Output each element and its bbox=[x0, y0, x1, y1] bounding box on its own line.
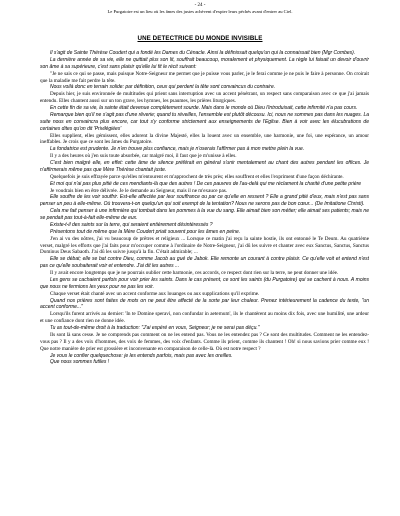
paragraph: Remarque bien qu'il ne s'agit pas d'une rêverie; quand tu réveilles, l'ensemble est plutôt décousu. Ici, nous ne sommes pas dans les nuages. La suite nous en convaincra plus encore, car tout s'y conforme strictement aux enseignements de l'Eglise. Bien à voir avec les élucubrations de certaines dites qu'on dit 'Privilégiées' bbox=[40, 111, 369, 132]
page-number: - 24 - bbox=[194, 3, 206, 8]
paragraph: Depuis hier, je suis environnée de multitudes qui prient sans interruption avec un accent pénétrant, un respect sans comparaison avec ce que j'ai jamais entendu. Elles chantent aussi sur un ton grave, les hymnes, les psaumes, les prières liturgiques. bbox=[40, 91, 369, 105]
paragraph: Elle se débat; elle se bat contre Dieu, comme Jacob au gué de Jabok. Elle remonte un courant à contre plaisir. Ce qu'elle voit et entend n'est pas ce qu'elle souhaiterait voir et entendre. J'ai dit les autres ... bbox=[40, 256, 369, 270]
paragraph: Lorsqu'ils furent arrivés au dernier: 'In te Domine speravi, non confundar in aeternum', ils le chantèrent au moins dix fois, avec une humilité, une ardeur et une confiance dont rien ne donne idée. bbox=[40, 311, 369, 325]
paragraph: En cette fin de sa vie, la sainte était devenue complètement sourde. Mais dans le monde où Dieu l'introduisait, cette infirmité n'a pas cours. bbox=[50, 105, 358, 111]
paragraph: Que nous sommes futiles ! bbox=[50, 359, 110, 366]
paragraph: Existe-t-il des saints sur la terre, qui seraient entièrement désintéressés ? bbox=[50, 221, 213, 228]
paragraph: Nous voilà donc en terrain solide: par définition, ceux qui perdent la tête sont convaincus du contraire. bbox=[50, 84, 276, 91]
paragraph: La dernière année de sa vie, elle ne quittait plus son lit, souffrait beaucoup, moralement et physiquement. La règle lui faisait un devoir d'ouvrir son âme à sa supérieure, c'est sans plaisir qu'elle lui fit le récit suivant: bbox=[40, 56, 369, 70]
paragraph: Il y a des heures où j'en suis toute absorbée, car malgré moi, il faut que je m'unisse à elles. bbox=[50, 153, 237, 160]
running-header: Le Purgatoire est un lieu où les âmes des justes achèvent d'expier leurs péchés avant d'entrer au Ciel. bbox=[107, 9, 293, 14]
paragraph: Quand nos prières sont faites de mots on ne peut être affecté de la sorte par leur chaleur. Prenez intérieurement la cadence du texte, "un accent conforme..." bbox=[40, 297, 369, 311]
paragraph: Cela me fait penser à une infirmière qui tombait dans les pommes à la vue du sang. Elle aimait bien son métier; elle aimait ses patients; mais ne se pendait pas tout-à-fait elle-même de eux. bbox=[40, 208, 369, 221]
paragraph: Tu as tout-de-même droit à la traduction: "J'ai espéré en vous, Seigneur; je ne serai pas déçu." bbox=[50, 325, 260, 331]
paragraph: Les gens se cachaient parfois pour voir prier les saints. Dans le cas présent, ce sont les saints (du Purgatoire) qui se cachent à nous. A moins que nous ne fermions les yeux pour ne pas les voir. bbox=[40, 276, 369, 290]
paragraph: Il y avait encore longtemps que je ne pourrais oublier cette harmonie, ces accords, ce respect dont rien sur la terre, ne peut donner une idée. bbox=[50, 270, 339, 276]
paragraph: "Je ne sais ce qui se passe, mais puisque Notre-Seigneur me permet que je puisse vous parler, je le ferai comme je ne puis le faire à personne. On croirait que la maladie me fait perdre la tête. bbox=[40, 70, 369, 84]
paragraph: Je voudrais bien en être délivrée. Je le demande au Seigneur, mais il ne m'exauce pas. bbox=[50, 187, 228, 194]
paragraph: J'en ai vu des nôtres, j'ai vu beaucoup de prêtres et religieux ... Lorsque ce matin j'ai reçu la sainte hostie, ils ont entonné le Te Deum. Au quatrième verset, malgré les efforts que j'ai faits pour m'occuper comme à l'ordinaire de Notre-Seigneur, j'ai dû les suivre et chanter avec eux Sanctus, Sanctus, Sanctus Dominus Deus Sabaoth. J'ai dû les suivre jusqu'à la fin. C'était admirable; ... bbox=[40, 235, 369, 256]
paragraph: Quelquefois je suis effrayée parce qu'elles m'entourent et m'approchent de très près; elles souffrent et elles l'expriment d'une façon déchirante. bbox=[50, 173, 344, 180]
paragraph: La fondatrice est prudente. Je n'en trouve plus confiance, mais je n'oserais l'affirmer pas à mon mettre plein la vue. bbox=[50, 146, 305, 153]
paragraph: Présentons tout de même que la Mère Coudert priait souvent pour les âmes en peine. bbox=[50, 228, 241, 235]
paragraph: Elles supplient, elles gémissent, elles adorent la divine Majesté, elles la louent avec un ensemble, une harmonie, une foi, une espérance, un amour ineffables. Je crois que ce sont les âmes du Purgatoire. bbox=[40, 132, 369, 146]
body-text bbox=[40, 50, 369, 512]
paragraph: Ils sont là sans cesse. Je ne comprends pas comment on ne les entend pas. Vous ne les entendez pas ? Ce sont des multitudes. Comment ne les entendez-vous pas ? Il y a des voix d'hommes, des voix de femmes, des voix d'enfants. Comme ils prient, comme ils chantent ! Oh! si nous savions prier comme eux ! Que notre manière de prier est grossière et inconvenante en comparaison de celle-là. Où est notre respect ? bbox=[40, 331, 369, 352]
paragraph: C'est bien malgré elle, en effet: cette âme de silence préférait en général s'unir mentalement au chant des autres pendant les offices. Je n'affirmerais même pas que Mère Thérèse chantait juste. bbox=[40, 160, 369, 173]
section-title: UNE DETECTRICE DU MONDE INVISIBLE bbox=[137, 35, 263, 42]
paragraph: Elle souffre de les voir souffrir. Est-elle affectée par leur souffrance ou par ce qu'elle en ressent ? Elle a grand pitié d'eux, mais n'est pas sans penser un peu à elle-même. Où trouvera-t-on quelqu'un qui soit exempt de la tentation? Nous ne serons pas de bon cœur... (De Imitatione Christi). bbox=[40, 194, 369, 208]
paragraph: Chaque verset était chanté avec un accent conforme aux louanges ou aux supplications qu'il exprime. bbox=[50, 290, 260, 297]
paragraph: Et moi qui n'ai pas plus pitié de ces mendiants-là que des autres ! De ces pauvres de l'au-delà qui me réclament la charité d'une petite prière bbox=[50, 180, 362, 187]
paragraph: Il s'agit de Sainte Thérèse Coudert qui a fondé les Dames du Cénacle. Ainsi la définissait quelqu'un qui la connaissait bien (Mgr Combes). bbox=[50, 50, 356, 56]
paragraph: Je vous le confier quelquechose: je les entends parfois, mais pas avec les oreilles. bbox=[50, 352, 233, 359]
